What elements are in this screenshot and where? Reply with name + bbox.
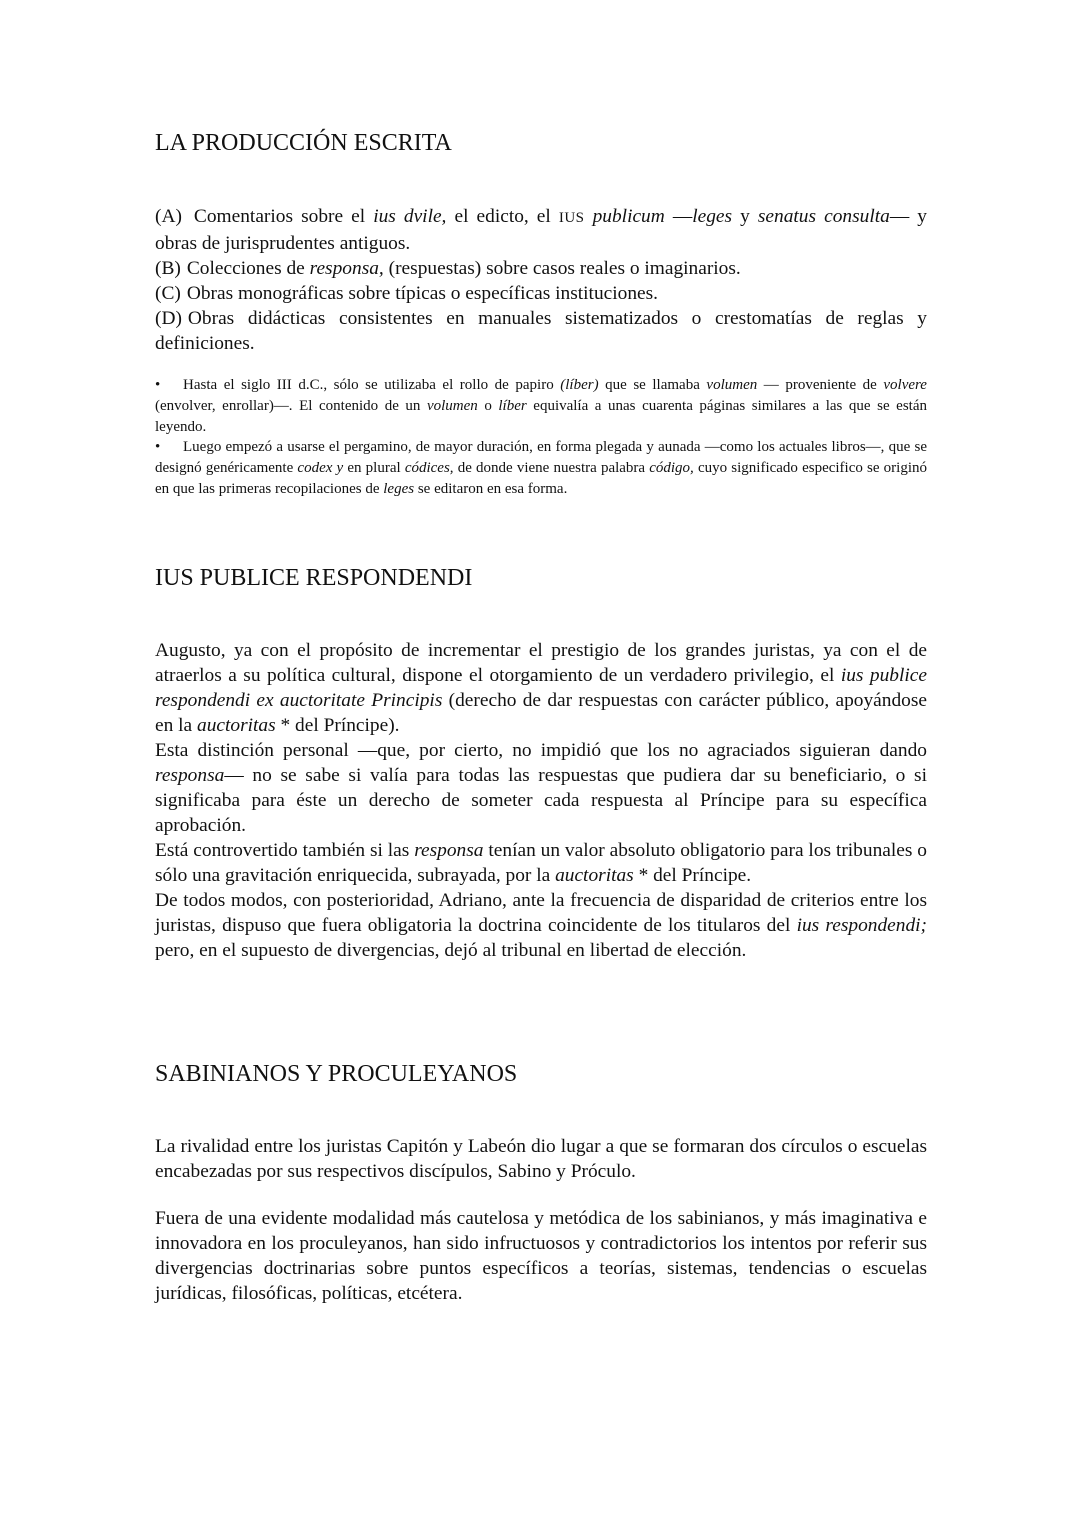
ius-publice-body: [155, 638, 927, 963]
heading-sabinianos-proculeyanos: SABINIANOS Y PROCULEYANOS: [155, 1061, 518, 1087]
paragraph: Augusto, ya con el propósito de incrementar el prestigio de los grandes juristas, ya con el de atraerlos a su política cultural, dispone el otorgamiento de un verdadero privilegio, el ius publice respondendi ex auctoritate Principis (derecho de dar respuestas con carácter público, apoyándose en la auctoritas * del Príncipe).: [155, 640, 928, 736]
bullet-icon: •: [155, 439, 161, 456]
paragraph: Esta distinción personal —que, por cierto, no impidió que los no agraciados siguieran dando responsa— no se sabe si valía para todas las respuestas que pudiera dar su beneficiario, o si significaba para éste un derecho de someter cada respuesta al Príncipe para su específica aprobación.: [155, 740, 927, 836]
paragraph: La rivalidad entre los juristas Capitón y Labeón dio lugar a que se formaran dos círculos o escuelas encabezadas por sus respectivos discípulos, Sabino y Próculo.: [155, 1136, 927, 1182]
bullet-icon: •: [155, 377, 161, 393]
list-item-d: (D) Obras didácticas consistentes en manuales sistematizados o crestomatías de reglas y definiciones.: [155, 308, 927, 354]
heading-produccion-escrita: LA PRODUCCIÓN ESCRITA: [155, 130, 452, 156]
sabinianos-paragraph-2: [155, 1206, 927, 1306]
list-item-b: (B) Colecciones de responsa, (respuestas) sobre casos reales o imaginarios.: [155, 258, 741, 279]
paragraph: Está controvertido también si las responsa tenían un valor absoluto obligatorio para los tribunales o sólo una gravitación enriquecida, subrayada, por la auctoritas * del Príncipe.: [155, 840, 927, 886]
list-item-a: (A) Comentarios sobre el ius dvile, el edicto, el IUS publicum —leges y senatus consulta— y obras de jurisprudentes antiguos.: [155, 206, 927, 254]
works-list: [155, 204, 927, 356]
paragraph: De todos modos, con posterioridad, Adriano, ante la frecuencia de disparidad de criterios entre los juristas, dispuso que fuera obligatoria la doctrina coincidente de los titularos del ius respondendi; pero, en el supuesto de divergencias, dejó al tribunal en libertad de elección.: [155, 890, 928, 961]
heading-ius-publice-respondendi: IUS PUBLICE RESPONDENDI: [155, 565, 473, 591]
sabinianos-paragraph-1: [155, 1134, 927, 1184]
note-item: • Luego empezó a usarse el pergamino, de mayor duración, en forma plegada y aunada —como los actuales libros—, que se designó genéricamente codex y en plural códices, de donde viene nuestra palabra código, cuyo significado especifico se originó en que las primeras recopilaciones de leges se editaron en esa forma.: [155, 439, 928, 497]
note-item: • Hasta el siglo III d.C., sólo se utilizaba el rollo de papiro (líber) que se llamaba volumen — proveniente de volvere (envolver, enrollar)—. El contenido de un volumen o líber equivalía a unas cuarenta páginas similares a las que se están leyendo.: [155, 377, 927, 435]
paragraph: Fuera de una evidente modalidad más cautelosa y metódica de los sabinianos, y más imaginativa e innovadora en los proculeyanos, han sido infructuosos y contradictorios los intentos por referir sus divergencias doctrinarias sobre puntos específicos a teorías, sistemas, tendencias o escuelas jurídicas, filosóficas, políticas, etcétera.: [155, 1208, 927, 1304]
notes-block: [155, 375, 927, 500]
list-item-c: (C) Obras monográficas sobre típicas o específicas instituciones.: [155, 283, 659, 304]
